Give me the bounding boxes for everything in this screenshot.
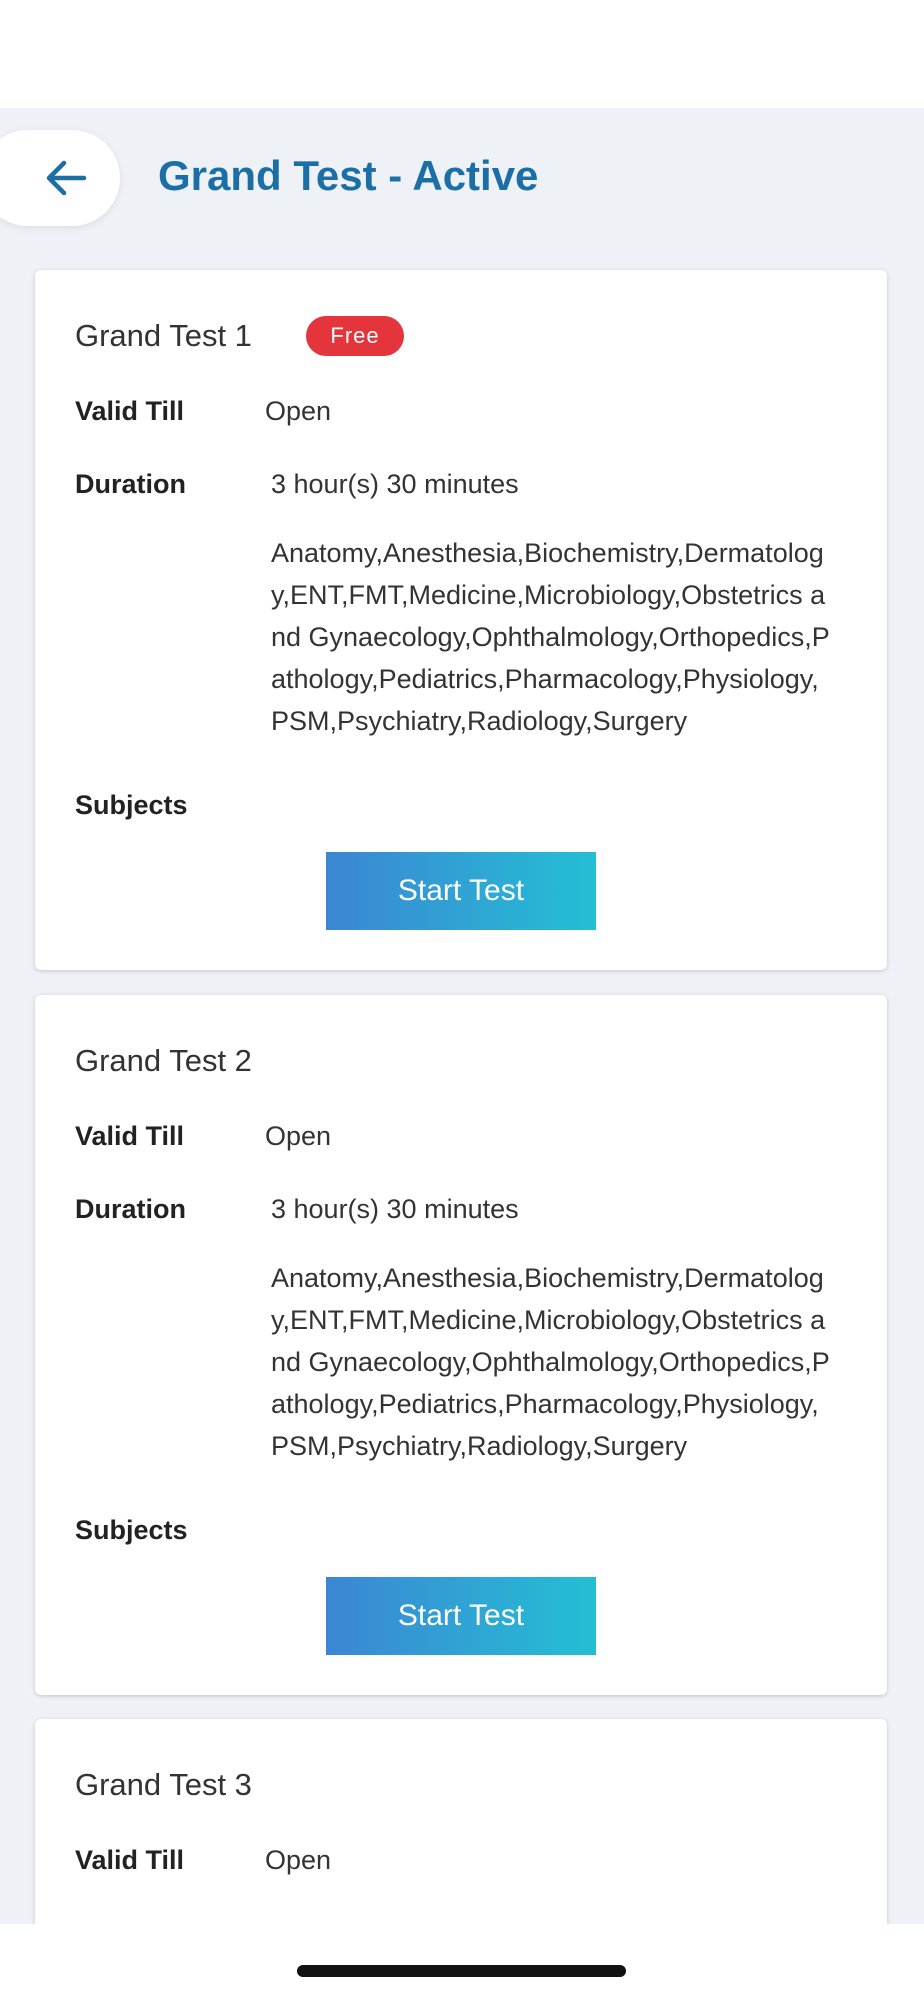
test-name: Grand Test 1 (75, 318, 252, 353)
subjects-label: Subjects (75, 1515, 188, 1545)
duration-label: Duration (75, 469, 186, 499)
subjects-value: Anatomy,Anesthesia,Biochemistry,Dermatology,ENT,FMT,Medicine,Microbiology,Obstetrics and Gynaecology,Ophthalmology,Orthopedics,Pathology,Pediatrics,Pharmacology,Physiology,PSM,Psychiatry,Radiology,Surgery (271, 1263, 830, 1461)
page-title: Grand Test - Active (158, 152, 539, 199)
valid-till-value: Open (265, 1845, 332, 1875)
page-header (0, 108, 924, 288)
free-badge: Free (306, 316, 404, 356)
subjects-value: Anatomy,Anesthesia,Biochemistry,Dermatology,ENT,FMT,Medicine,Microbiology,Obstetrics and Gynaecology,Ophthalmology,Orthopedics,Pathology,Pediatrics,Pharmacology,Physiology,PSM,Psychiatry,Radiology,Surgery (271, 538, 830, 736)
test-name: Grand Test 2 (75, 1043, 252, 1078)
test-card (35, 270, 887, 970)
test-name: Grand Test 3 (75, 1767, 252, 1802)
valid-till-label: Valid Till (75, 396, 185, 426)
valid-till-label: Valid Till (75, 1845, 185, 1875)
start-test-button[interactable]: Start Test (326, 1577, 596, 1655)
home-indicator (297, 1965, 626, 1977)
valid-till-value: Open (265, 396, 332, 426)
arrow-left-icon (44, 158, 88, 198)
back-button[interactable] (0, 130, 120, 226)
status-bar-area (0, 0, 924, 108)
subjects-label: Subjects (75, 790, 188, 820)
valid-till-label: Valid Till (75, 1121, 185, 1151)
duration-value: 3 hour(s) 30 minutes (271, 1194, 519, 1224)
duration-value: 3 hour(s) 30 minutes (271, 469, 519, 499)
test-card (35, 1719, 887, 1924)
main-content (0, 108, 924, 1924)
valid-till-value: Open (265, 1121, 332, 1151)
test-card (35, 995, 887, 1695)
duration-label: Duration (75, 1194, 186, 1224)
start-test-button[interactable]: Start Test (326, 852, 596, 930)
